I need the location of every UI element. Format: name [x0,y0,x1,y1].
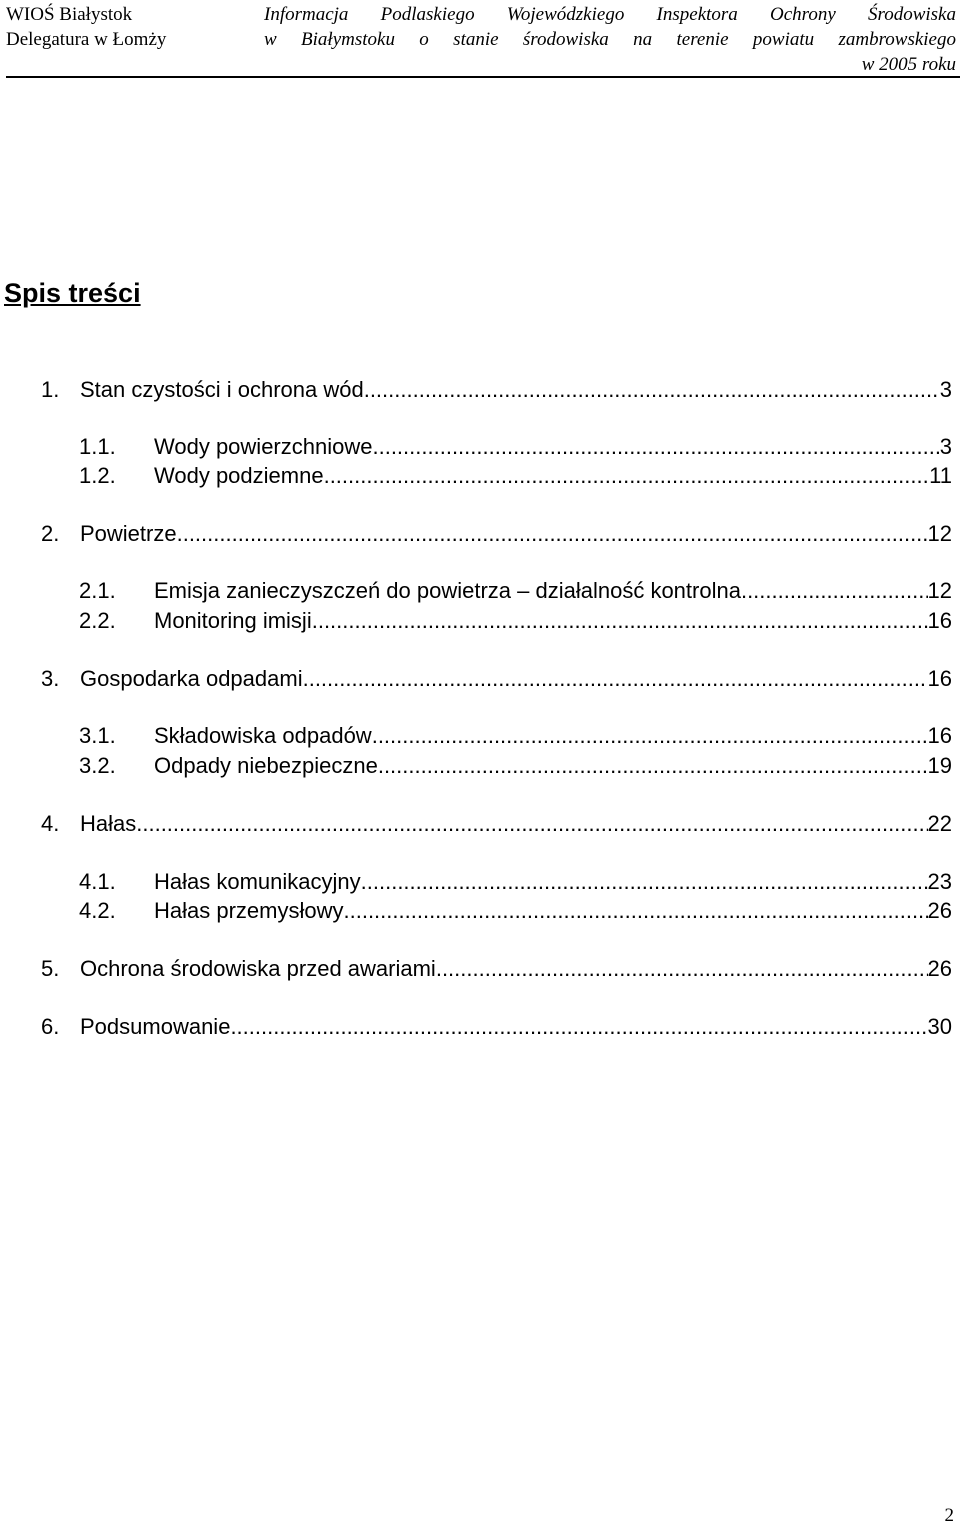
toc-leader-dots [324,462,930,490]
toc-entry-page: 16 [927,723,952,748]
header-title-line2: w Białymstoku o stanie środowiska na terenie powiatu zambrowskiego [264,29,956,50]
toc-entry-number: 2. [41,521,60,546]
toc-entry[interactable] [0,1013,960,1041]
toc-entry-number: 3.2. [79,753,116,778]
toc-entry-number: 3.1. [79,723,116,748]
toc-entry-page: 22 [927,811,952,836]
toc-entry[interactable] [0,810,960,838]
toc-entry-label: Hałas przemysłowy [154,898,344,923]
toc-entry-label: Składowiska odpadów [154,723,372,748]
toc-entry-number: 1.2. [79,463,116,488]
toc-entry[interactable] [0,955,960,983]
toc-entry-label: Wody podziemne [154,463,324,488]
toc-entry[interactable] [0,665,960,693]
toc-entry-label: Hałas komunikacyjny [154,869,361,894]
toc-leader-dots [177,520,928,548]
toc-leader-dots [136,810,927,838]
toc-entry-page: 3 [939,377,952,402]
toc-entry-page: 26 [927,898,952,923]
toc-leader-dots [741,577,928,605]
toc-leader-dots [364,376,940,404]
toc-entry-label: Odpady niebezpieczne [154,753,378,778]
toc-entry-label: Hałas [80,811,137,836]
header-right [264,2,956,77]
toc-entry-page: 3 [939,434,952,459]
header-branch: Delegatura w Łomży [6,29,167,50]
toc-entry-page: 23 [927,869,952,894]
toc-entry[interactable] [0,577,960,605]
toc-leader-dots [436,955,928,983]
toc-entry[interactable] [0,868,960,896]
toc-title: Spis treści [4,278,141,308]
toc-entry-page: 16 [927,608,952,633]
toc-entry-page: 11 [929,463,952,488]
header-title-line1: Informacja Podlaskiego Wojewódzkiego Inspektora Ochrony Środowiska [264,4,956,25]
toc-entry-number: 1. [41,377,60,402]
toc-entry-label: Gospodarka odpadami [80,666,303,691]
toc-leader-dots [303,665,928,693]
toc-entry-number: 4.2. [79,898,116,923]
toc-entry[interactable] [0,433,960,461]
toc-entry-number: 2.1. [79,578,116,603]
toc-leader-dots [372,433,939,461]
toc-leader-dots [378,752,928,780]
toc-entry-label: Powietrze [80,521,177,546]
toc-entry-number: 3. [41,666,60,691]
toc-leader-dots [372,722,928,750]
toc-entry-number: 2.2. [79,608,116,633]
toc-entry-page: 26 [927,956,952,981]
toc-entry[interactable] [0,607,960,635]
toc-entry-label: Stan czystości i ochrona wód [80,377,364,402]
toc-entry-label: Podsumowanie [80,1014,231,1039]
toc-entry-page: 19 [927,753,952,778]
toc-entry[interactable] [0,376,960,404]
toc-entry-number: 6. [41,1014,60,1039]
toc-entry-label: Emisja zanieczyszczeń do powietrza – działalność kontrolna [154,578,741,603]
toc-entry-page: 30 [927,1014,952,1039]
toc-entry-number: 4.1. [79,869,116,894]
header-org: WIOŚ Białystok [6,4,133,25]
toc-entry-number: 1.1. [79,434,116,459]
toc-entry-label: Monitoring imisji [154,608,312,633]
page-number: 2 [944,1505,954,1526]
toc-leader-dots [344,897,928,925]
toc-entry[interactable] [0,520,960,548]
toc-entry-number: 4. [41,811,60,836]
toc-leader-dots [361,868,928,896]
header-left [6,2,166,52]
toc-entry-page: 12 [927,521,952,546]
header-title-line3: w 2005 roku [861,54,956,75]
toc-leader-dots [230,1013,927,1041]
toc-entry-page: 16 [927,666,952,691]
toc-entry[interactable] [0,722,960,750]
toc-entry-page: 12 [927,578,952,603]
header-divider [6,76,960,78]
toc-entry[interactable] [0,897,960,925]
toc-entry-number: 5. [41,956,60,981]
toc-leader-dots [312,607,928,635]
toc-entry-label: Ochrona środowiska przed awariami [80,956,436,981]
toc-entry[interactable] [0,752,960,780]
toc-entry-label: Wody powierzchniowe [154,434,373,459]
toc-entry[interactable] [0,462,960,490]
